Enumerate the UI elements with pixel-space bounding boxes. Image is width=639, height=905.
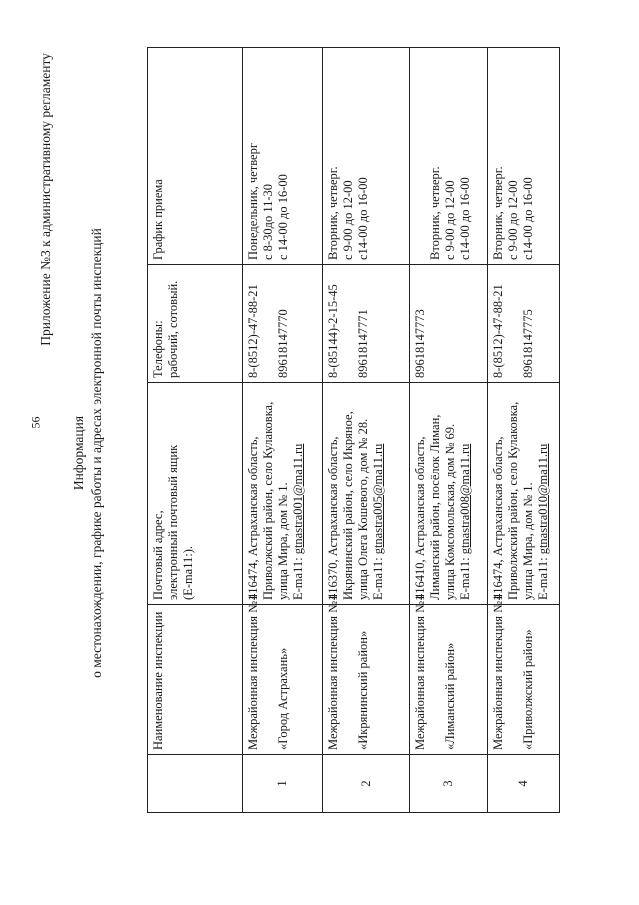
row-name-line-1: Межрайонная инспекция №1 — [412, 594, 427, 750]
header-address-line-3: (E-ma11:). — [180, 545, 195, 600]
header-phones-line-2: рабочий, сотовый. — [165, 280, 180, 378]
document-title: Информация — [70, 415, 86, 490]
header-name — [147, 604, 242, 754]
page-number: 56 — [28, 416, 43, 429]
row-schedule-line-1: Понедельник, четверг — [245, 142, 260, 260]
row-schedule-line-2: с 9-00 до 12-00 — [442, 179, 457, 260]
row-phones — [242, 264, 322, 382]
row-number: 3 — [409, 754, 487, 812]
row-schedule-line-3: с14-00 до 16-00 — [520, 176, 535, 260]
row-name-line-1: Межрайонная инспекция №1 — [490, 594, 505, 750]
inspections-table — [147, 47, 560, 813]
row-address-line-2: Лиманский район, посёлок Лиман, — [427, 414, 442, 600]
appendix-caption: Приложение №3 к административному регламенту — [37, 52, 53, 346]
row-address-line-1: 416474, Астраханская область, — [490, 435, 505, 600]
row-phones — [409, 264, 487, 382]
row-address-line-1: 416474, Астраханская область, — [245, 435, 260, 600]
title-block — [70, 3, 106, 903]
row-email-line — [458, 387, 473, 600]
row-phone-mobile: 89618147770 — [275, 308, 290, 378]
row-schedule-line-2: с 8-30до 11-30 — [260, 183, 275, 260]
row-email-link[interactable]: gtnastra005@ma11.ru — [370, 443, 385, 554]
row-phone-work: 8-(8512)-47-88-21 — [245, 283, 260, 378]
table-row — [487, 47, 559, 812]
row-email-line — [371, 387, 386, 600]
row-email-link[interactable]: gtnastra008@ma11.ru — [457, 443, 472, 554]
row-name-line-1: Межрайонная инспекция №1 — [325, 594, 340, 750]
row-phone-work: 8-(8512)-47-88-21 — [490, 283, 505, 378]
header-phones — [147, 264, 242, 382]
row-schedule — [322, 47, 409, 264]
row-phones — [322, 264, 409, 382]
header-schedule-text: График приема — [150, 178, 165, 260]
row-name-line-1: Межрайонная инспекция №1 — [245, 594, 260, 750]
row-email-link[interactable]: gtnastra010@ma11.ru — [535, 443, 550, 554]
header-schedule — [147, 47, 242, 264]
row-address-line-3: улица Олега Кошевого, дом № 28. — [355, 418, 370, 600]
table-row — [322, 47, 409, 812]
row-name-line-2: «Лиманский район» — [442, 642, 457, 750]
row-email-prefix: E-ma11: — [370, 553, 385, 600]
row-schedule-line-3: с 14-00 до 16-00 — [275, 173, 290, 260]
row-address-line-2: Приволжский район, село Кулаковка, — [505, 401, 520, 600]
row-address-line-1: 416370, Астраханская область, — [325, 435, 340, 600]
row-email-line — [291, 387, 306, 600]
row-name-line-2: «Город Астрахань» — [275, 647, 290, 750]
row-name — [409, 594, 487, 754]
row-address — [487, 382, 559, 604]
row-address — [322, 382, 409, 604]
row-schedule-line-2: с 9-00 до 12-00 — [505, 179, 520, 260]
row-schedule — [487, 47, 559, 264]
header-phones-line-1: Телефоны: — [150, 319, 165, 378]
header-num — [147, 754, 242, 812]
row-number: 1 — [242, 754, 322, 812]
row-schedule-line-3: с14-00 до 16-00 — [355, 176, 370, 260]
table-row — [242, 47, 322, 812]
row-address — [242, 382, 322, 604]
row-schedule-line-2: с 9-00 до 12-00 — [340, 179, 355, 260]
row-address-line-1: 416410, Астраханская область, — [412, 435, 427, 600]
row-schedule-line-1: Вторник, четверг. — [427, 165, 442, 260]
row-name — [322, 594, 409, 754]
row-name — [242, 594, 322, 754]
row-address — [409, 382, 487, 604]
header-address-line-2: электронный почтовый ящик — [165, 444, 180, 600]
row-phone-mobile: 89618147773 — [412, 308, 427, 378]
row-email-prefix: E-ma11: — [535, 553, 550, 600]
row-email-prefix: E-ma11: — [457, 553, 472, 600]
row-address-line-2: Приволжский район, село Кулаковка, — [260, 401, 275, 600]
row-schedule-line-1: Вторник, четверг. — [325, 165, 340, 260]
row-name — [487, 594, 559, 754]
row-number: 2 — [322, 754, 409, 812]
header-address — [147, 382, 242, 604]
row-phone-mobile: 89618147775 — [520, 308, 535, 378]
row-name-line-2: «Приволжский район» — [520, 628, 535, 750]
row-schedule-line-3: с14-00 до 16-00 — [457, 176, 472, 260]
row-phone-mobile: 89618147771 — [355, 308, 370, 378]
table-row — [409, 47, 487, 812]
row-address-line-3: улица Комсомольская, дом № 69. — [442, 423, 457, 600]
row-schedule-line-1: Вторник, четверг. — [490, 165, 505, 260]
header-address-line-1: Почтовый адрес, — [150, 509, 165, 600]
row-address-line-3: улица Мира, дом № 1. — [520, 481, 535, 600]
row-address-line-2: Икрянинский район, село Икряное, — [340, 410, 355, 600]
row-phone-work: 8-(85144)-2-15-45 — [325, 283, 340, 378]
row-email-prefix: E-ma11: — [290, 553, 305, 600]
header-name-text: Наименование инспекции — [150, 611, 165, 750]
row-phones — [487, 264, 559, 382]
row-address-line-3: улица Мира, дом № 1. — [275, 481, 290, 600]
row-email-line — [536, 387, 551, 600]
row-schedule — [409, 47, 487, 264]
row-schedule — [242, 47, 322, 264]
document-subtitle: о местонахождении, графике работы и адресах электронной почты инспекций — [88, 227, 104, 678]
rotated-page-content — [20, 3, 620, 903]
row-name-line-2: «Икрянинский район» — [355, 630, 370, 750]
table-header-row — [147, 47, 242, 812]
row-number: 4 — [487, 754, 559, 812]
row-email-link[interactable]: gtnastra001@ma11.ru — [290, 443, 305, 554]
